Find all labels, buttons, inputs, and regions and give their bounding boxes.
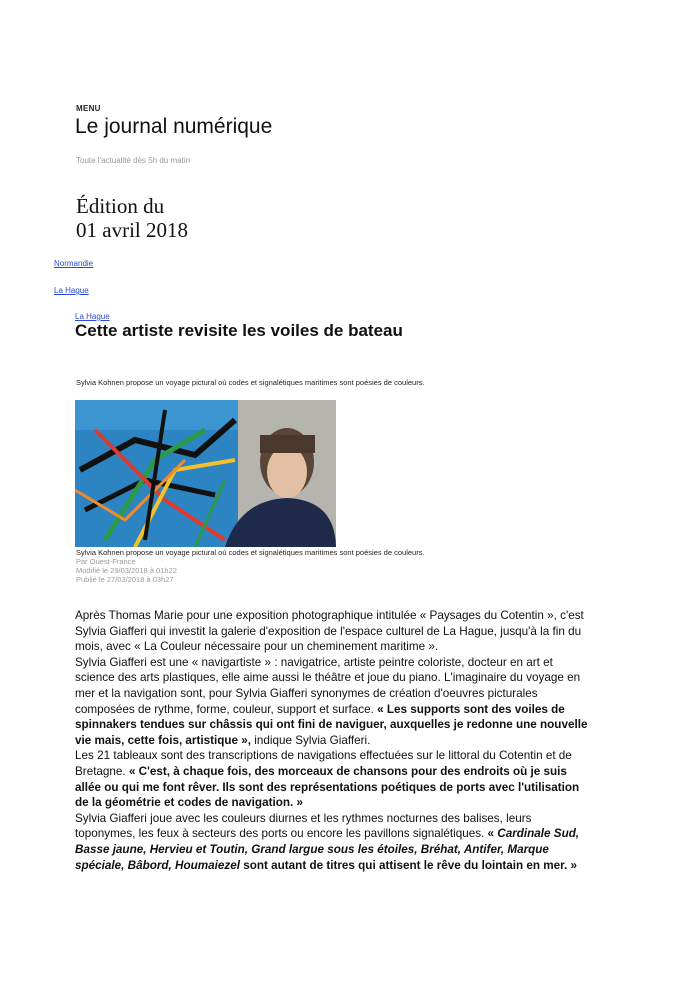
- body-paragraph-1: Après Thomas Marie pour une exposition photographique intitulée « Paysages du Cotentin », c'est Sylvia Giafferi qui investit la galerie d'exposition de l'espace culturel de La Hague, jusqu'à la fin du mois, avec « La Couleur nécessaire pour un cheminement maritime ».: [75, 609, 584, 654]
- modified-date: Modifié le 29/03/2018 à 01h22: [76, 566, 177, 575]
- body-quote-open: «: [487, 827, 498, 841]
- article-title: Cette artiste revisite les voiles de bateau: [75, 321, 403, 340]
- body-paragraph-3: [75, 748, 595, 810]
- photo-caption: Sylvia Kohnen propose un voyage pictural où codes et signalétiques maritimes sont poésies de couleurs.: [76, 548, 425, 557]
- body-paragraph-4: [75, 811, 595, 873]
- body-paragraph-2: [75, 655, 595, 749]
- published-date: Publié le 27/03/2018 à 03h27: [76, 575, 174, 584]
- body-text: Les 21 tableaux sont des transcriptions de navigations effectuées sur le littoral du Cotentin et de Bretagne.: [75, 749, 572, 778]
- article-source: Par Ouest-France: [76, 557, 136, 566]
- body-text: indique Sylvia Giafferi.: [251, 733, 371, 747]
- nav-link-normandie[interactable]: Normandie: [54, 259, 94, 268]
- menu-label[interactable]: MENU: [76, 104, 101, 113]
- body-text: Sylvia Giafferi est une « navigartiste » : navigatrice, artiste peintre coloriste, docteur en art et science des arts plastiques, elle aime aussi le théâtre et joue du piano. L'imaginaire du voyage en mer et la navigation sont, pour Sylvia Giafferi synonymes de création d'oeuvres picturales composées de rythme, forme, couleur, support et surface.: [75, 655, 581, 716]
- nav-link-la-hague[interactable]: La Hague: [54, 286, 89, 295]
- edition-value: 01 avril 2018: [76, 218, 188, 242]
- site-title: Le journal numérique: [75, 115, 273, 138]
- edition-date: [76, 194, 188, 242]
- artist-portrait-image: [75, 400, 336, 547]
- body-quote: « C'est, à chaque fois, des morceaux de chansons pour des endroits où je suis allée ou qui me font rêver. Ils sont des représentations poétiques de ports avec l'utilisation de la géométrie et codes de navigation. »: [75, 764, 580, 810]
- body-text: Sylvia Giafferi joue avec les couleurs diurnes et les rythmes nocturnes des balises, leurs toponymes, les feux à secteurs des ports ou encore les pavillons signalétiques.: [75, 811, 532, 841]
- article-body: [75, 608, 595, 873]
- edition-label: Édition du: [76, 194, 165, 218]
- article-lead: Sylvia Kohnen propose un voyage pictural où codes et signalétiques maritimes sont poésies de couleurs.: [76, 378, 425, 387]
- category-link[interactable]: La Hague: [75, 312, 110, 321]
- body-quote: « Les supports sont des voiles de spinnakers tendues sur châssis qui ont fini de naviguer, auxquelles je redonne une nouvelle vie mais, cette fois, artistique »,: [75, 702, 588, 747]
- artwork-titles: Cardinale Sud, Basse jaune, Hervieu et Toutin, Grand largue sous les étoiles, Bréhat, Antifer, Marque spéciale, Bâbord, Houmaiezel: [75, 827, 580, 872]
- body-quote-close: sont autant de titres qui attisent le rêve du lointain en mer. »: [239, 858, 578, 872]
- tagline: Toute l'actualité dès 5h du matin: [76, 156, 191, 165]
- article-photo: [75, 400, 336, 547]
